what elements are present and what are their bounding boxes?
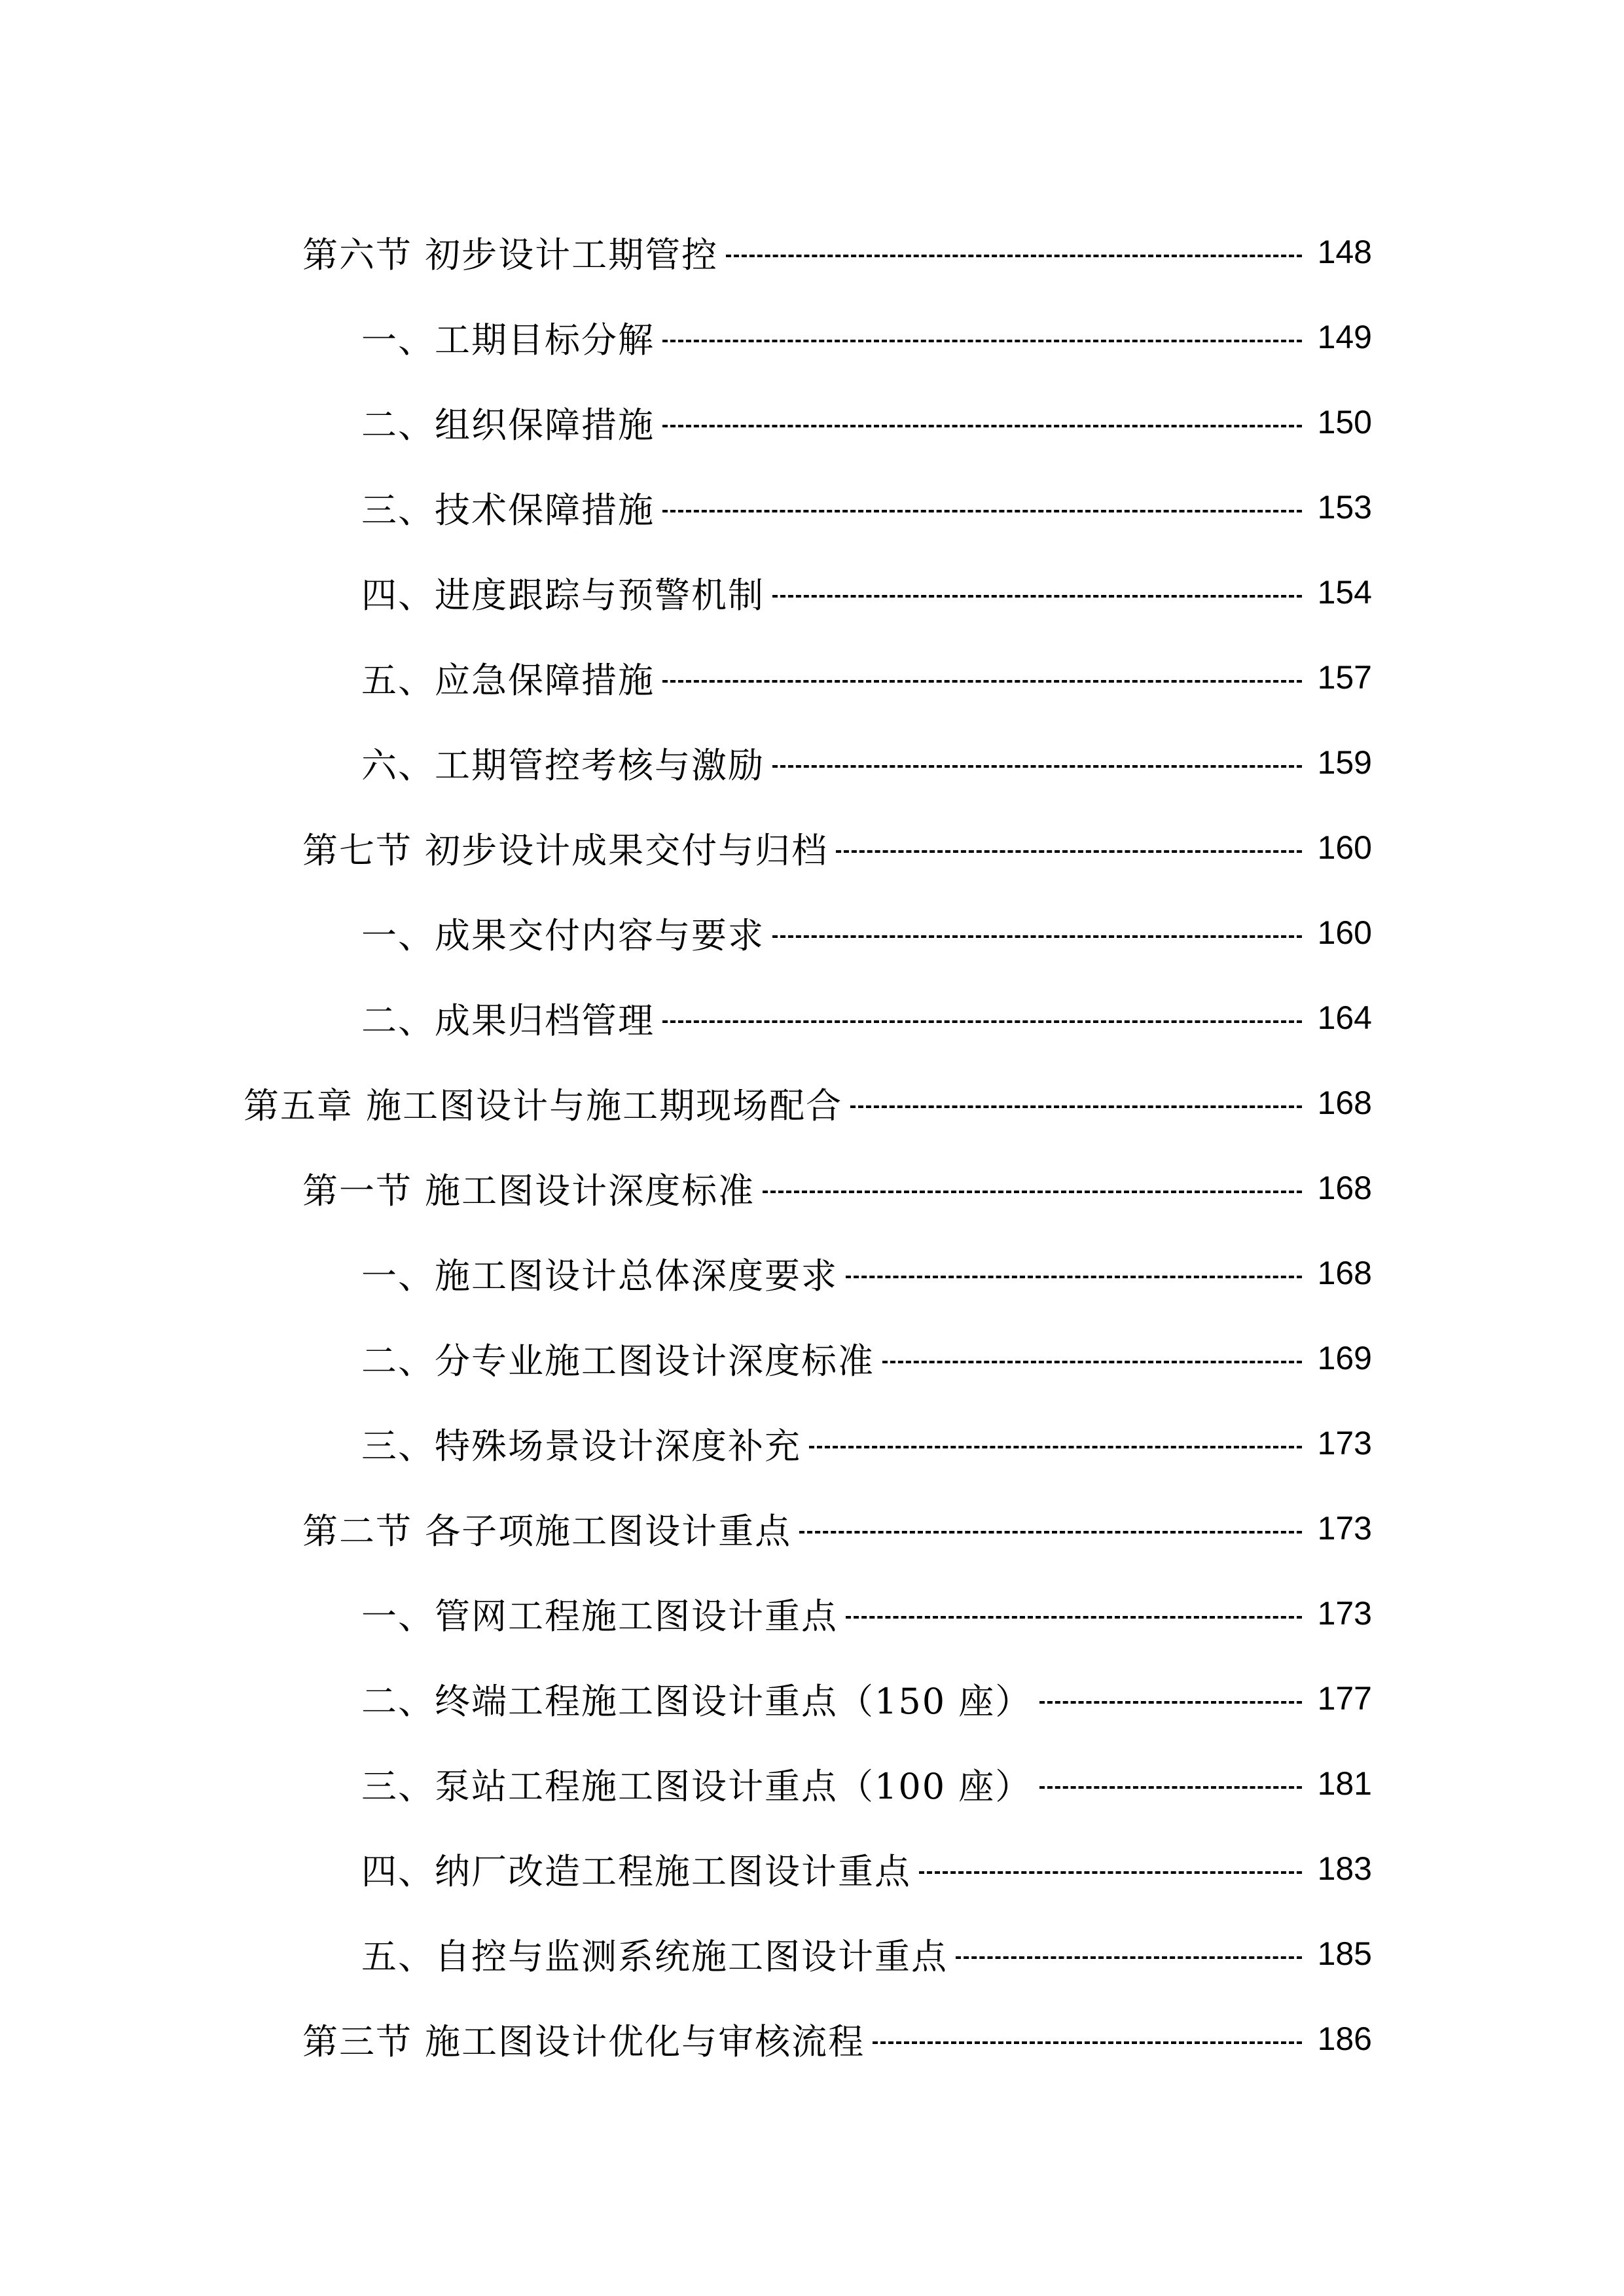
toc-entry[interactable]: [0, 635, 1624, 720]
toc-entry-title: 四、进度跟踪与预警机制: [361, 574, 765, 616]
toc-entry-page: 169: [1317, 1340, 1372, 1376]
toc-entry-page: 149: [1317, 319, 1372, 355]
toc-entry[interactable]: [0, 1656, 1624, 1741]
toc-entry-page: 160: [1317, 914, 1372, 951]
toc-dot-leader: [662, 510, 1302, 512]
toc-entry-page: 186: [1317, 2020, 1372, 2057]
toc-entry[interactable]: [0, 1401, 1624, 1486]
toc-dot-leader: [919, 1871, 1302, 1874]
toc-entry[interactable]: [0, 209, 1624, 295]
toc-dot-leader: [662, 1020, 1302, 1023]
toc-entry-page: 157: [1317, 659, 1372, 696]
toc-dot-leader: [836, 850, 1302, 853]
toc-entry[interactable]: [0, 1486, 1624, 1571]
toc-entry[interactable]: [0, 550, 1624, 635]
toc-entry[interactable]: [0, 720, 1624, 805]
toc-entry-title: 一、工期目标分解: [361, 319, 655, 361]
toc-entry-page: 148: [1317, 234, 1372, 270]
toc-entry-page: 150: [1317, 404, 1372, 440]
toc-entry[interactable]: [0, 1230, 1624, 1316]
toc-entry-page: 168: [1317, 1085, 1372, 1121]
toc-entry-title: 第七节 初步设计成果交付与归档: [302, 829, 829, 871]
toc-dot-leader: [726, 255, 1302, 257]
toc-entry-title: 五、应急保障措施: [361, 659, 655, 701]
toc-entry-title: 二、分专业施工图设计深度标准: [361, 1340, 875, 1382]
toc-entry[interactable]: [0, 1826, 1624, 1911]
toc-entry-page: 173: [1317, 1595, 1372, 1632]
toc-entry-page: 177: [1317, 1680, 1372, 1717]
toc-dot-leader: [772, 595, 1302, 598]
toc-entry-title: 第一节 施工图设计深度标准: [302, 1170, 755, 1211]
toc-entry[interactable]: [0, 805, 1624, 890]
toc-entry[interactable]: [0, 465, 1624, 550]
toc-entry[interactable]: [0, 890, 1624, 975]
toc-entry-page: 185: [1317, 1935, 1372, 1972]
toc-entry-page: 173: [1317, 1425, 1372, 1462]
toc-entry-title: 一、施工图设计总体深度要求: [361, 1255, 838, 1297]
toc-dot-leader: [662, 340, 1302, 342]
toc-entry-title: 第六节 初步设计工期管控: [302, 234, 719, 276]
toc-entry-page: 168: [1317, 1255, 1372, 1291]
toc-entry-title: 三、泵站工程施工图设计重点（100 座）: [361, 1765, 1032, 1807]
toc-entry-title: 六、工期管控考核与激励: [361, 744, 765, 786]
toc-dot-leader: [873, 2041, 1302, 2044]
toc-entry[interactable]: [0, 1145, 1624, 1230]
toc-dot-leader: [662, 425, 1302, 427]
toc-entry-title: 一、成果交付内容与要求: [361, 914, 765, 956]
toc-entry-title: 二、终端工程施工图设计重点（150 座）: [361, 1680, 1032, 1722]
toc-entry-title: 第五章 施工图设计与施工期现场配合: [244, 1085, 843, 1126]
toc-dot-leader: [799, 1531, 1302, 1534]
toc-entry-title: 二、成果归档管理: [361, 999, 655, 1041]
toc-dot-leader: [850, 1105, 1302, 1108]
toc-entry-title: 第三节 施工图设计优化与审核流程: [302, 2020, 865, 2062]
toc-entry-page: 181: [1317, 1765, 1372, 1802]
table-of-contents: [0, 209, 1624, 2081]
toc-entry[interactable]: [0, 380, 1624, 465]
toc-entry-title: 四、纳厂改造工程施工图设计重点: [361, 1850, 911, 1892]
toc-entry-title: 三、特殊场景设计深度补充: [361, 1425, 801, 1467]
toc-dot-leader: [763, 1191, 1302, 1193]
toc-entry[interactable]: [0, 1571, 1624, 1656]
toc-entry[interactable]: [0, 1996, 1624, 2081]
toc-entry[interactable]: [0, 1911, 1624, 1996]
toc-dot-leader: [1039, 1701, 1302, 1704]
toc-dot-leader: [882, 1361, 1302, 1363]
toc-dot-leader: [846, 1616, 1302, 1619]
toc-entry-page: 160: [1317, 829, 1372, 866]
toc-dot-leader: [956, 1956, 1302, 1959]
toc-dot-leader: [809, 1446, 1302, 1448]
toc-entry-page: 173: [1317, 1510, 1372, 1547]
toc-entry-title: 一、管网工程施工图设计重点: [361, 1595, 838, 1637]
toc-entry[interactable]: [0, 975, 1624, 1060]
toc-entry[interactable]: [0, 1060, 1624, 1145]
toc-entry[interactable]: [0, 295, 1624, 380]
toc-entry-page: 153: [1317, 489, 1372, 526]
toc-entry-page: 168: [1317, 1170, 1372, 1206]
toc-entry-page: 164: [1317, 999, 1372, 1036]
toc-entry-title: 五、自控与监测系统施工图设计重点: [361, 1935, 948, 1977]
toc-entry-title: 第二节 各子项施工图设计重点: [302, 1510, 792, 1552]
toc-dot-leader: [846, 1276, 1302, 1278]
toc-entry-page: 183: [1317, 1850, 1372, 1887]
toc-entry[interactable]: [0, 1741, 1624, 1826]
toc-entry-title: 三、技术保障措施: [361, 489, 655, 531]
toc-entry-title: 二、组织保障措施: [361, 404, 655, 446]
toc-dot-leader: [1039, 1786, 1302, 1789]
toc-dot-leader: [772, 765, 1302, 768]
toc-dot-leader: [772, 935, 1302, 938]
toc-entry-page: 154: [1317, 574, 1372, 611]
toc-entry[interactable]: [0, 1316, 1624, 1401]
toc-dot-leader: [662, 680, 1302, 683]
toc-entry-page: 159: [1317, 744, 1372, 781]
